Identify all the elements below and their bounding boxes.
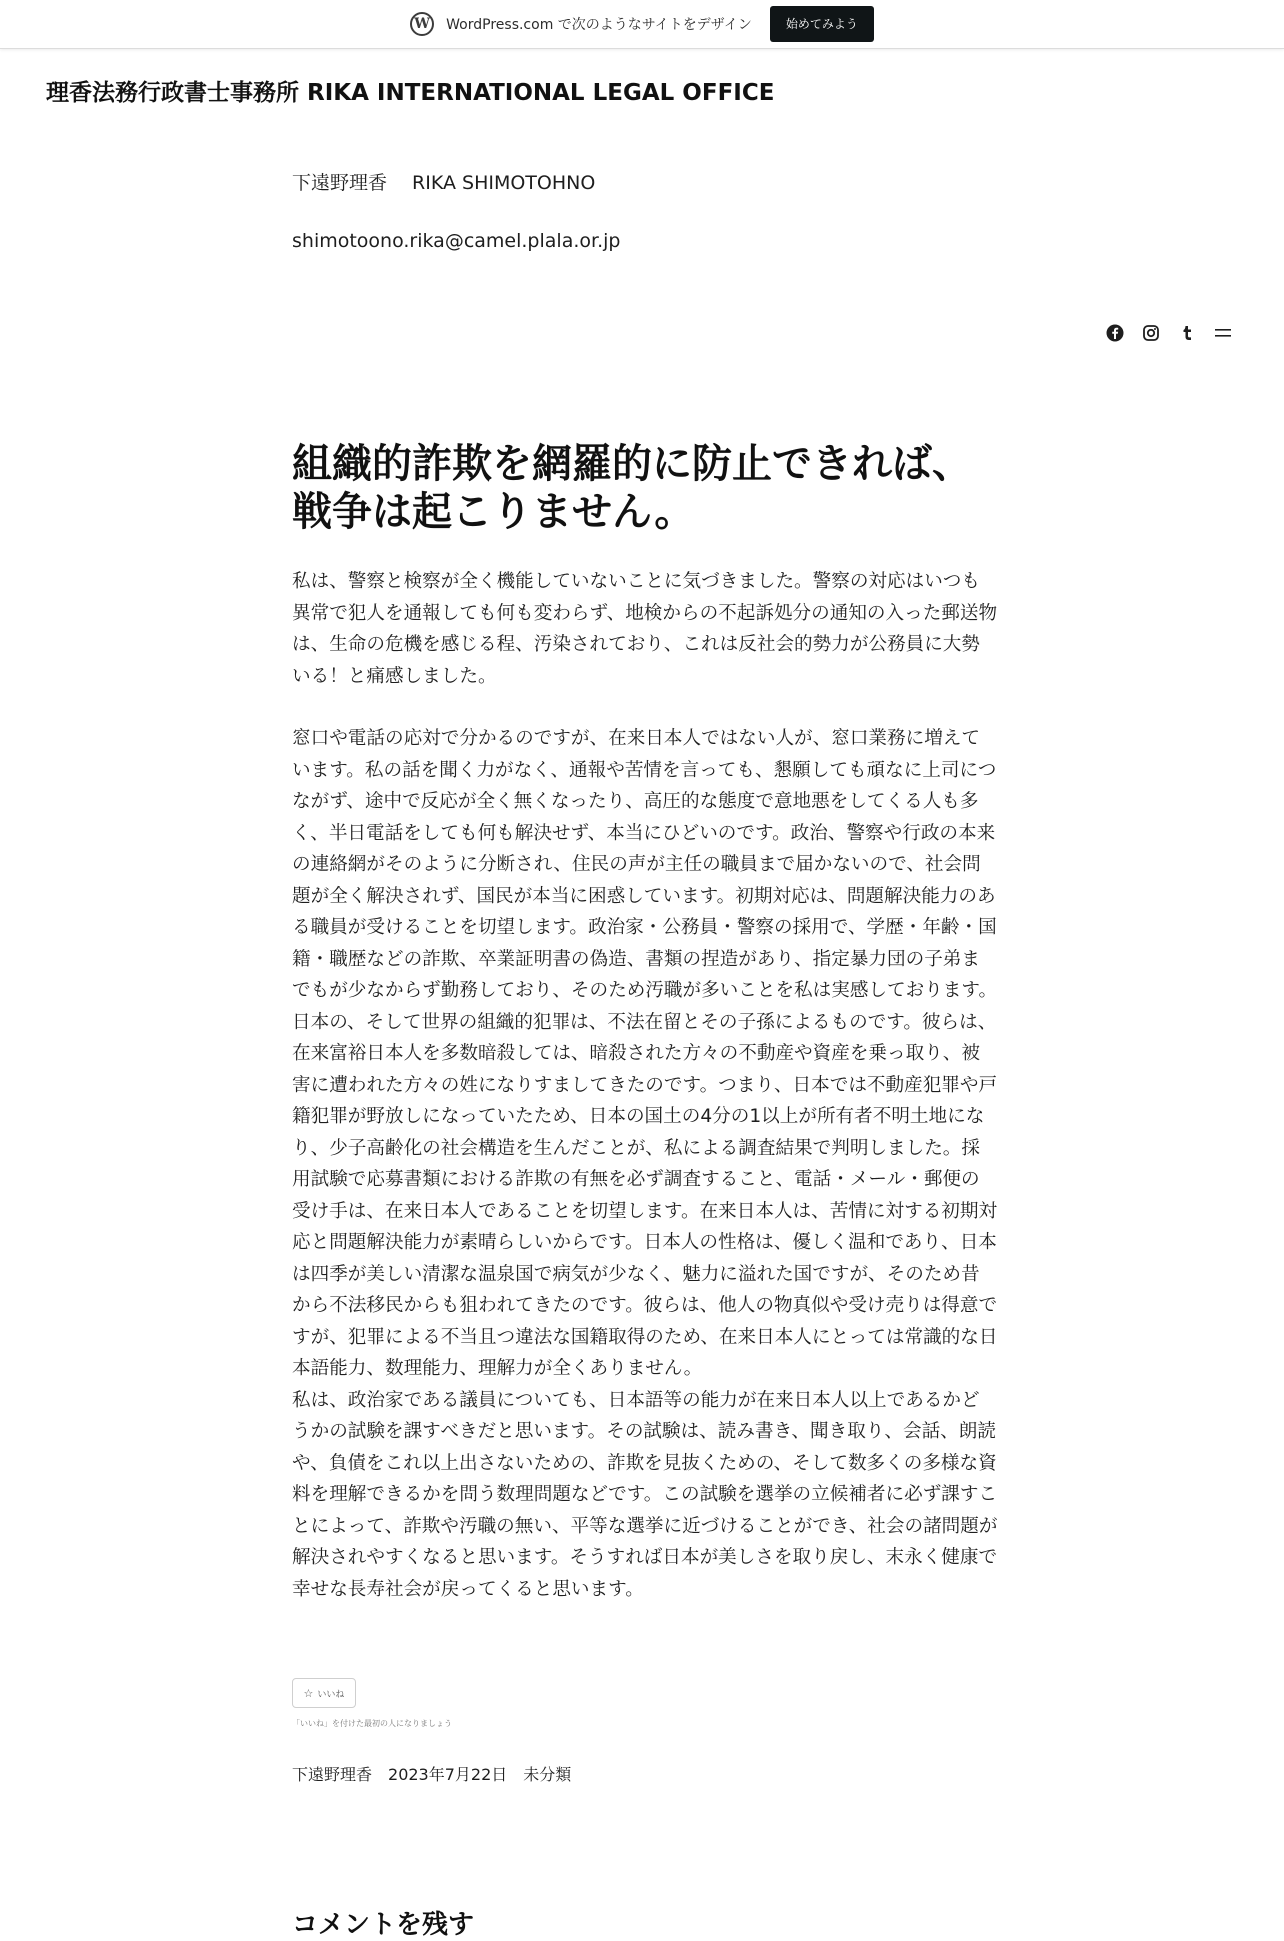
post-content: [292, 566, 998, 1636]
post-paragraph-1: 私は、警察と検察が全く機能していないことに気づきました。警察の対応はいつも異常で犯人を通報しても何も変わらず、地検からの不起訴処分の通知の入った郵送物は、生命の危機を感じる程、汚染されており、これは反社会的勢力が公務員に大勢いる！と痛感しました。: [292, 571, 998, 687]
like-label: いいね: [317, 1689, 345, 1700]
like-button[interactable]: [292, 1678, 356, 1708]
wordpress-banner: [0, 0, 1284, 49]
post-title: [292, 440, 1012, 536]
post-date-link[interactable]: 2023年7月22日: [388, 1765, 508, 1784]
author-name: 下遠野理香 RIKA SHIMOTOHNO: [292, 172, 596, 194]
post-title-line-2: 戦争は起こりません。: [292, 489, 695, 535]
post-category-link[interactable]: 未分類: [523, 1765, 572, 1784]
social-links: [1104, 322, 1234, 344]
post-author-link[interactable]: 下遠野理香: [292, 1765, 373, 1784]
email-address: shimotoono.rika@camel.plala.or.jp: [292, 230, 621, 252]
wordpress-logo-icon[interactable]: W: [410, 12, 434, 36]
post-paragraph-3: 私は、政治家である議員についても、日本語等の能力が在来日本人以上であるかどうかの試験を課すべきだと思います。その試験は、読み書き、聞き取り、会話、朗読や、負債をこれ以上出さないための、詐欺を見抜くための、そして数多くの多様な資料を理解できるかを問う数理問題などです。この試験を選挙の立候補者に必ず課すことによって、詐欺や汚職の無い、平等な選挙に近づけることができ、社会の諸問題が解決されやすくなると思います。そうすれば日本が美しさを取り戻し、末永く健康で幸せな長寿社会が戻ってくると思います。: [292, 1389, 998, 1600]
facebook-icon[interactable]: [1104, 322, 1126, 344]
like-note: 「いいね」を付けた最初の人になりましょう: [292, 1719, 452, 1728]
post-title-line-1: 組織的詐欺を網羅的に防止できれば、: [292, 441, 972, 487]
post-paragraph-2: 窓口や電話の応対で分かるのですが、在来日本人ではない人が、窓口業務に増えています。私の話を聞く力がなく、通報や苦情を言っても、懇願しても頑なに上司につながず、途中で反応が全く無くなったり、高圧的な態度で意地悪をしてくる人も多く、半日電話をしても何も解決せず、本当にひどいのです。政治、警察や行政の本来の連絡網がそのように分断され、住民の声が主任の職員まで届かないので、社会問題が全く解決されず、国民が本当に困惑しています。初期対応は、問題解決能力のある職員が受けることを切望します。政治家・公務員・警察の採用で、学歴・年齢・国籍・職歴などの詐欺、卒業証明書の偽造、書類の捏造があり、指定暴力団の子弟までもが少なからず勤務しており、そのため汚職が多いことを私は実感しております。日本の、そして世界の組織的犯罪は、不法在留とその子孫によるものです。彼らは、在来富裕日本人を多数暗殺しては、暗殺された方々の不動産や資産を乗っ取り、被害に遭われた方々の姓になりすましてきたのです。つまり、日本では不動産犯罪や戸籍犯罪が野放しになっていたため、日本の国土の4分の1以上が所有者不明土地になり、少子高齢化の社会構造を生んだことが、私による調査結果で判明しました。採用試験で応募書類における詐欺の有無を必ず調査すること、電話・メール・郵便の受け手は、在来日本人であることを切望します。在来日本人は、苦情に対する初期対応と問題解決能力が素晴らしいからです。日本人の性格は、優しく温和であり、日本は四季が美しい清潔な温泉国で病気が少なく、魅力に溢れた国ですが、そのため昔から不法移民からも狙われてきたのです。彼らは、他人の物真似や受け売りは得意ですが、犯罪による不当且つ違法な国籍取得のため、在来日本人にとっては常識的な日本語能力、数理能力、理解力が全くありません。: [292, 728, 998, 1379]
start-button[interactable]: 始めてみよう: [770, 6, 874, 42]
tumblr-icon[interactable]: [1176, 322, 1198, 344]
instagram-icon[interactable]: [1140, 322, 1162, 344]
site-title[interactable]: 理香法務行政書士事務所 RIKA INTERNATIONAL LEGAL OFFICE: [46, 80, 775, 106]
star-icon: ☆: [303, 1686, 314, 1700]
comment-heading: コメントを残す: [292, 1910, 475, 1940]
menu-icon[interactable]: [1212, 322, 1234, 344]
wordpress-banner-content: [410, 6, 874, 42]
banner-text[interactable]: WordPress.com で次のようなサイトをデザイン: [446, 17, 752, 33]
post-meta: [292, 1762, 571, 1785]
